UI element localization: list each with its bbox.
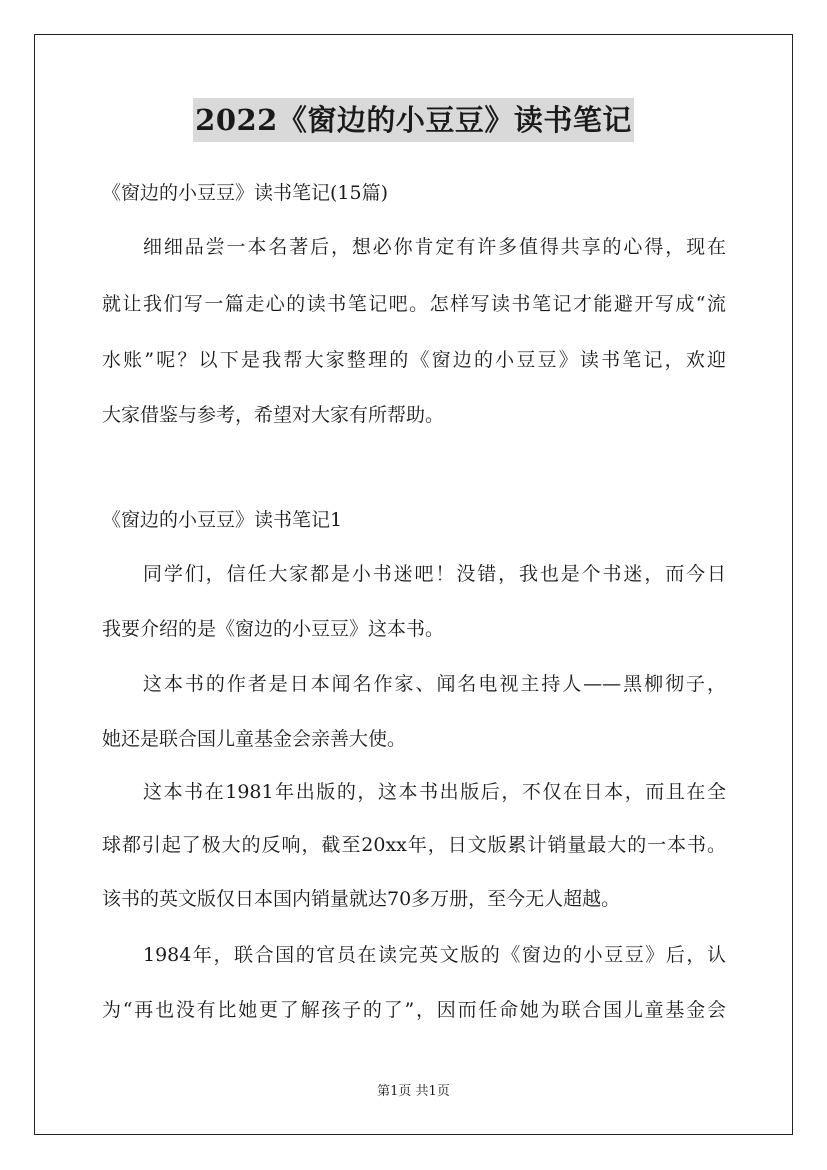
intro-line-4: 大家借鉴与参考，希望对大家有所帮助。	[102, 404, 445, 426]
document-subtitle: 《窗边的小豆豆》读书笔记(15篇)	[102, 182, 389, 204]
intro-line-2: 就让我们写一篇走心的读书笔记吧。怎样写读书笔记才能避开写成“流	[102, 293, 726, 315]
page-footer: 第1页 共1页	[377, 1084, 450, 1099]
section-heading: 《窗边的小豆豆》读书笔记1	[102, 509, 343, 531]
title-container	[0, 98, 827, 142]
intro-line-3: 水账”呢？以下是我帮大家整理的《窗边的小豆豆》读书笔记，欢迎	[102, 349, 726, 371]
body-line-5: 这本书在1981年出版的，这本书出版后，不仅在日本，而且在全	[143, 781, 726, 803]
body-line-1: 同学们，信任大家都是小书迷吧！没错，我也是个书迷，而今日	[143, 563, 726, 585]
document-title: 2022《窗边的小豆豆》读书笔记	[193, 98, 634, 142]
intro-line-1: 细细品尝一本名著后，想必你肯定有许多值得共享的心得，现在	[143, 236, 726, 258]
body-line-2: 我要介绍的是《窗边的小豆豆》这本书。	[102, 618, 445, 640]
body-line-7: 该书的英文版仅日本国内销量就达70多万册，至今无人超越。	[102, 888, 621, 910]
body-line-3: 这本书的作者是日本闻名作家、闻名电视主持人——黑柳彻子，	[143, 673, 726, 695]
body-line-8: 1984年，联合国的官员在读完英文版的《窗边的小豆豆》后，认	[143, 944, 726, 966]
body-line-4: 她还是联合国儿童基金会亲善大使。	[102, 728, 407, 750]
body-line-9: 为“再也没有比她更了解孩子的了”，因而任命她为联合国儿童基金会	[102, 999, 726, 1021]
body-line-6: 球都引起了极大的反响，截至20xx年，日文版累计销量最大的一本书。	[102, 834, 726, 856]
